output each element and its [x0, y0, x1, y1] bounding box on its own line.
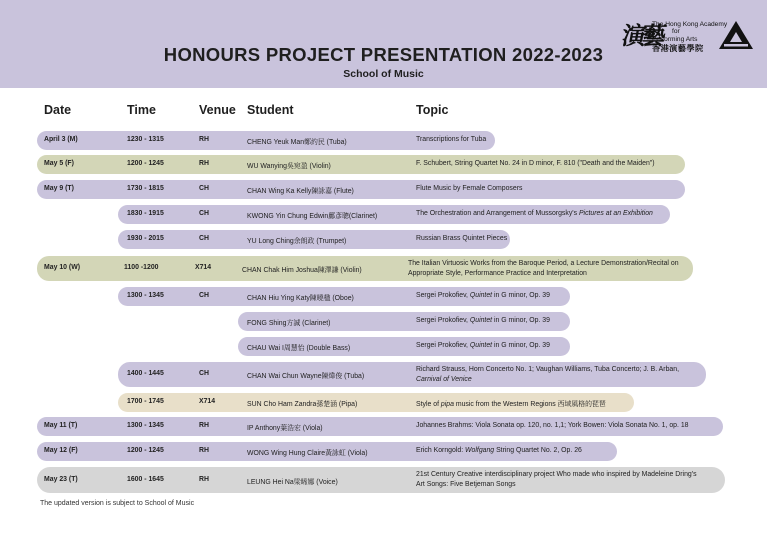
logo-chinese-name: 香港演藝學院	[652, 44, 704, 53]
venue-cell: RH	[199, 422, 209, 429]
student-cell: CHENG Yeuk Man鄭約民 (Tuba)	[247, 139, 347, 146]
logo-english-name	[652, 21, 727, 43]
student-cell: LEUNG Hei Na梁晞娜 (Voice)	[247, 479, 338, 486]
time-cell: 1200 - 1245	[127, 447, 164, 454]
time-cell: 1400 - 1445	[127, 370, 164, 377]
column-header-venue: Venue	[199, 103, 236, 117]
date-cell: May 12 (F)	[44, 447, 78, 454]
venue-cell: CH	[199, 185, 209, 192]
topic-cell	[416, 398, 606, 408]
date-cell: May 11 (T)	[44, 422, 78, 429]
column-header-student: Student	[247, 103, 294, 117]
topic-text: music from the Western Regions 西域風格的琵琶	[453, 401, 606, 408]
time-cell: 1700 - 1745	[127, 398, 164, 405]
logo-en-line2: for	[672, 28, 680, 36]
topic-text: Sergei Prokofiev,	[416, 342, 470, 349]
venue-cell: CH	[199, 370, 209, 377]
logo-calligraphy: 演藝	[619, 21, 665, 50]
venue-cell: CH	[199, 210, 209, 217]
topic-cell: Johannes Brahms: Viola Sonata op. 120, no. 1,1; York Bowen: Viola Sonata No. 1, op. 18	[416, 422, 689, 429]
logo-en-line1: The Hong Kong Academy	[652, 21, 728, 28]
topic-text: String Quartet No. 2, Op. 26	[494, 447, 582, 454]
time-cell: 1100 -1200	[124, 264, 159, 271]
time-cell: 1300 - 1345	[127, 422, 164, 429]
topic-text: in G minor, Op. 39	[492, 317, 550, 324]
venue-cell: RH	[199, 136, 209, 143]
student-cell: CHAN Chak Him Joshua陳澤謙 (Violin)	[242, 267, 362, 274]
topic-cell	[416, 365, 679, 384]
column-header-date: Date	[44, 103, 72, 117]
topic-text: Style of	[416, 401, 441, 408]
topic-italic: Wolfgang	[465, 447, 495, 454]
topic-line: Art Songs: Five Betjeman Songs	[416, 481, 516, 488]
topic-italic: Quintet	[469, 342, 493, 349]
time-cell: 1200 - 1245	[127, 160, 164, 167]
topic-cell	[416, 292, 550, 299]
topic-line: Carnival of Venice	[416, 375, 472, 383]
topic-text: in G minor, Op. 39	[492, 292, 550, 299]
date-cell: April 3 (M)	[44, 136, 78, 143]
topic-text: in G minor, Op. 39	[492, 342, 550, 349]
student-cell: KWONG Yin Chung Edwin鄺彥聰(Clarinet)	[247, 213, 378, 220]
topic-text: Erich Korngold:	[416, 447, 466, 454]
student-cell: CHAN Wai Chun Wayne陳煒俊 (Tuba)	[247, 373, 365, 380]
topic-line: Appropriate Style, Performance Practice and Interpretation	[408, 269, 587, 277]
topic-italic: Quintet	[469, 317, 493, 324]
topic-cell	[416, 317, 550, 324]
topic-cell	[416, 342, 550, 349]
topic-cell	[416, 447, 582, 454]
venue-cell: X714	[199, 398, 216, 405]
academy-logo	[619, 18, 762, 58]
page-title: HONOURS PROJECT PRESENTATION 2022-2023	[163, 44, 604, 65]
logo-en-line3: Performing Arts	[652, 35, 698, 43]
topic-line: Richard Strauss, Horn Concerto No. 1; Vaughan Williams, Tuba Concerto; J. B. Arban,	[416, 366, 679, 373]
topic-italic: pipa	[440, 401, 454, 408]
topic-cell: Transcriptions for Tuba	[416, 136, 487, 143]
topic-cell: F. Schubert, String Quartet No. 24 in D minor, F. 810 ("Death and the Maiden")	[416, 160, 655, 167]
date-cell: May 9 (T)	[44, 185, 74, 192]
student-cell: CHAN Hiu Ying Katy陳曉楹 (Oboe)	[247, 295, 354, 302]
topic-italic: Quintet	[469, 292, 493, 299]
time-cell: 1600 - 1645	[127, 476, 164, 483]
topic-cell	[416, 210, 653, 217]
venue-cell: RH	[199, 476, 209, 483]
time-cell: 1930 - 2015	[127, 235, 164, 242]
student-cell: WU Wanying吳宛盈 (Violin)	[247, 163, 331, 170]
topic-cell: Russian Brass Quintet Pieces	[416, 235, 508, 242]
venue-cell: RH	[199, 160, 209, 167]
column-header-time: Time	[127, 103, 156, 117]
topic-line: 21st Century Creative interdisciplinary project Who made who inspired by Madeleine Dring's	[416, 471, 697, 478]
time-cell: 1730 - 1815	[127, 185, 164, 192]
venue-cell: CH	[199, 235, 209, 242]
venue-cell: RH	[199, 447, 209, 454]
topic-cell	[408, 259, 679, 278]
page-subtitle: School of Music	[343, 68, 424, 80]
student-cell: CHAU Wai I周慧怡 (Double Bass)	[247, 345, 351, 352]
topic-line: The Italian Virtuosic Works from the Baroque Period, a Lecture Demonstration/Recital on	[408, 260, 679, 267]
venue-cell: X714	[195, 264, 212, 271]
student-cell: YU Long Ching余朗政 (Trumpet)	[247, 238, 347, 245]
topic-text: Sergei Prokofiev,	[416, 292, 470, 299]
student-cell: SUN Cho Ham Zandra孫楚涵 (Pipa)	[247, 401, 358, 408]
column-header-topic: Topic	[416, 103, 449, 117]
date-cell: May 5 (F)	[44, 160, 74, 167]
topic-italic: Pictures at an Exhibition	[578, 210, 653, 217]
time-cell: 1230 - 1315	[127, 136, 164, 143]
venue-cell: CH	[199, 292, 209, 299]
time-cell: 1300 - 1345	[127, 292, 164, 299]
hkapa-triangle-logo-icon	[718, 20, 754, 50]
topic-text: The Orchestration and Arrangement of Mussorgsky's	[416, 210, 579, 217]
date-cell: May 10 (W)	[44, 264, 80, 271]
topic-cell	[416, 470, 697, 490]
student-cell: FONG Shing方誠 (Clarinet)	[247, 320, 331, 327]
student-cell: IP Anthony葉浩宏 (Viola)	[247, 425, 323, 432]
time-cell: 1830 - 1915	[127, 210, 164, 217]
topic-text: Sergei Prokofiev,	[416, 317, 470, 324]
topic-cell: Flute Music by Female Composers	[416, 185, 523, 192]
date-cell: May 23 (T)	[44, 476, 78, 483]
student-cell: CHAN Wing Ka Kelly陳詠嘉 (Flute)	[247, 188, 354, 195]
student-cell: WONG Wing Hung Claire黃詠虹 (Viola)	[247, 450, 368, 457]
footnote: The updated version is subject to School of Music	[40, 500, 195, 507]
